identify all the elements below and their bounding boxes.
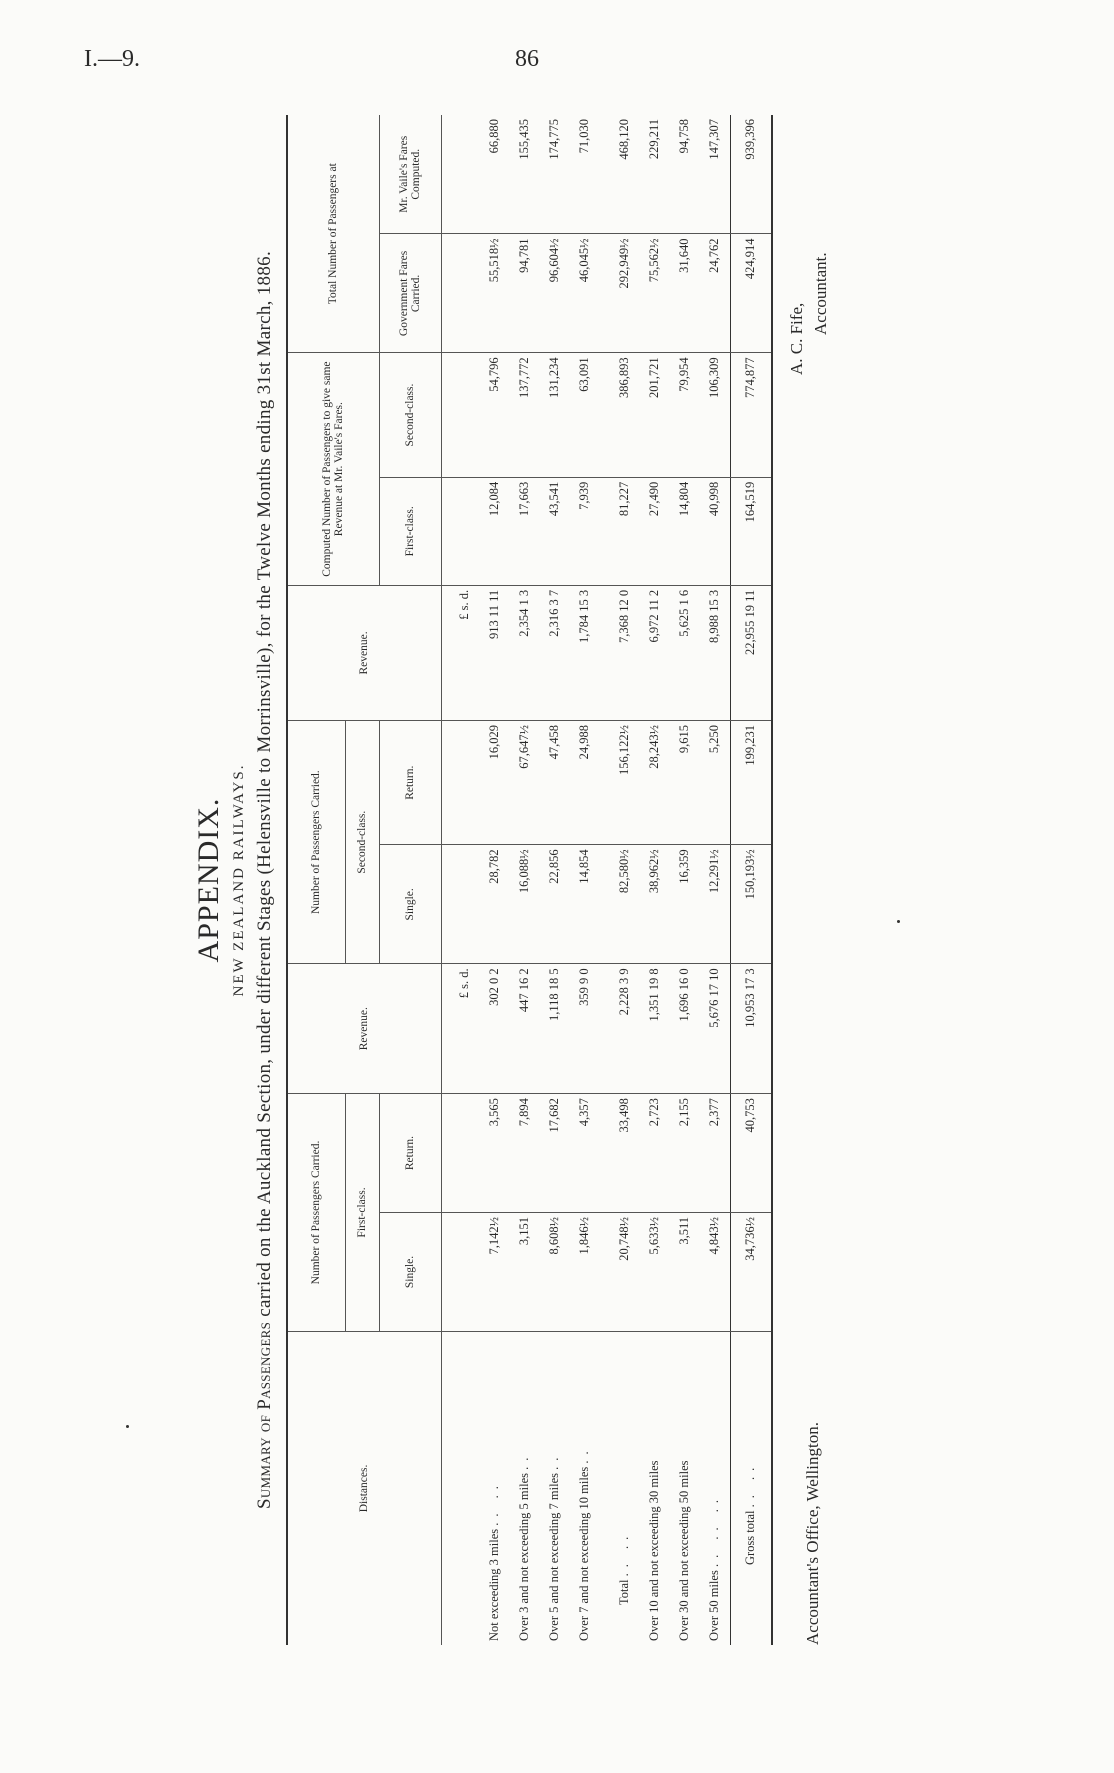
page-number: 86 [515,46,539,72]
header-computed-first: First-class. [379,477,441,585]
header-revenue-second: Revenue. [287,585,441,720]
summary-rest: carried on the Auckland Section, under different Stages (Helensville to Morrinsville), for the Twelve Months ending 31st March, 1886. [254,251,275,1317]
page-reference: I.—9. [84,46,140,72]
currency-first: £ s. d. [441,964,480,1094]
currency-row [441,115,480,1645]
header-first-single: Single. [379,1213,441,1332]
gross-total-row: Gross total .. .. 34,736½ 40,753 10,953 17 3 150,193½ 199,231 22,955 19 11 164,519 774,877 424,914 939,396 [730,115,772,1645]
header-first-return: Return. [379,1094,441,1213]
currency-second: £ s. d. [441,585,480,720]
header-second-class: Second-class. [345,721,379,964]
header-second-return: Return. [379,721,441,845]
total-row: Total .. .. 20,748½ 33,498 2,228 3 9 82,580½ 156,122½ 7,368 12 0 81,227 386,893 292,949½ 468,120 [610,115,640,1645]
table-row: Over 30 and not exceeding 50 miles 3,511 2,155 1,696 16 0 16,359 9,615 5,625 1 6 14,804 79,954 31,640 94,758 [670,115,700,1645]
header-total-number: Total Number of Passengers at [287,115,379,353]
table-row: Over 3 and not exceeding 5 miles .. 3,151 7,894 447 16 2 16,088½ 67,647½ 2,354 1 3 17,663 137,772 94,781 155,435 [510,115,540,1645]
header-revenue-first: Revenue. [287,964,441,1094]
office-line: Accountant's Office, Wellington. [802,1422,822,1645]
header-distances: Distances. [287,1331,441,1645]
header-vaile-fares: Mr. Vaile's Fares Computed. [379,115,441,234]
header-num-passengers-second: Number of Passengers Carried. [287,721,345,964]
passenger-summary-table [286,115,773,1645]
header-gov-fares: Government Fares Carried. [379,234,441,353]
table-row: Over 7 and not exceeding 10 miles .. 1,846½ 4,357 359 9 0 14,854 24,988 1,784 15 3 7,939 63,091 46,045½ 71,030 [570,115,600,1645]
table-row: Over 50 miles .. .. .. 4,843½ 2,377 5,676 17 10 12,291½ 5,250 8,988 15 3 40,998 106,309 24,762 147,307 [700,115,731,1645]
summary-lead: Summary of Passengers [254,1321,275,1510]
appendix-heading: APPENDIX. [192,797,225,963]
table-row: Over 5 and not exceeding 7 miles .. 8,608½ 17,682 1,118 18 5 22,856 47,458 2,316 3 7 43,541 131,234 96,604½ 174,775 [540,115,570,1645]
header-second-single: Single. [379,845,441,964]
header-computed: Computed Number of Passengers to give same Revenue at Mr. Vaile's Fares. [287,353,379,585]
table-row: Over 10 and not exceeding 30 miles 5,633½ 2,723 1,351 19 8 38,962½ 28,243½ 6,972 11 2 27,490 201,721 75,562½ 229,211 [640,115,670,1645]
railways-subtitle: NEW ZEALAND RAILWAYS. [231,763,247,997]
document-footer [773,115,863,1645]
header-first-class: First-class. [345,1094,379,1332]
speck-mark [126,1425,129,1428]
summary-title [250,115,280,1645]
header-num-passengers-first: Number of Passengers Carried. [287,1094,345,1332]
signatory-name: A. C. Fife, [786,302,806,375]
table-row: Not exceeding 3 miles .. .. 7,142½ 3,565 302 0 2 28,782 16,029 913 11 11 12,084 54,796 55,518½ 66,880 [480,115,510,1645]
signatory-role: Accountant. [810,252,830,335]
rotated-document [190,115,950,1645]
page-header [0,0,1114,100]
header-computed-second: Second-class. [379,353,441,477]
speck-mark [897,920,900,923]
